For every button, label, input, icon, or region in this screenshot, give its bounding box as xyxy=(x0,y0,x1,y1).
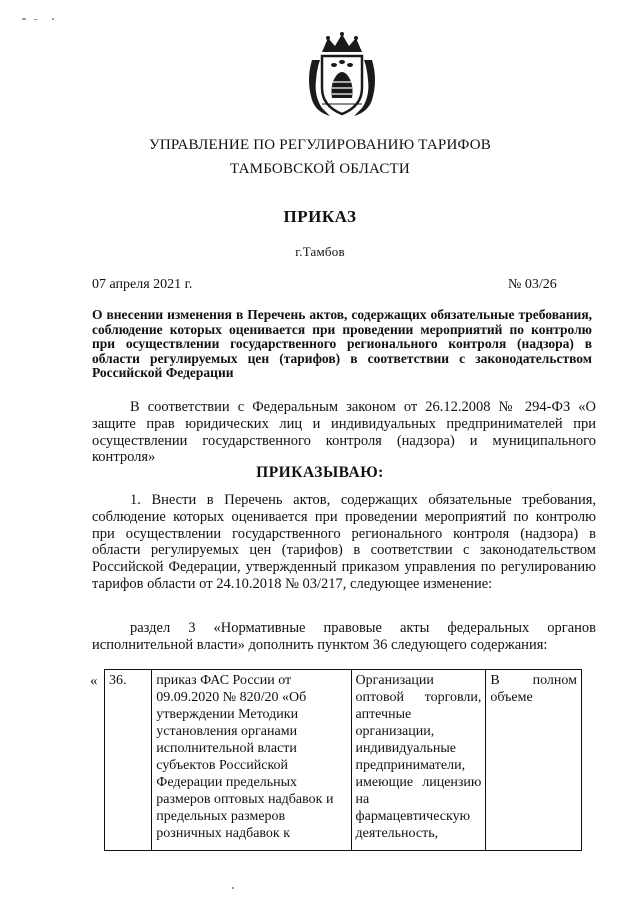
scan-speck xyxy=(52,18,54,20)
act-line: установления органами xyxy=(156,724,298,739)
act-line: розничных надбавок к xyxy=(156,826,291,841)
item1-section-paragraph: раздел 3 «Нормативные правовые акты федеральных органов исполнительной власти» дополнить пунктом 36 следующего содержания: xyxy=(92,620,596,653)
document-date: 07 апреля 2021 г. xyxy=(92,277,193,292)
organization-name-line1: УПРАВЛЕНИЕ ПО РЕГУЛИРОВАНИЮ ТАРИФОВ xyxy=(149,137,491,153)
act-line: субъектов Российской xyxy=(156,758,289,773)
organization-name-line2: ТАМБОВСКОЙ ОБЛАСТИ xyxy=(230,161,410,177)
order-heading: ПРИКАЗЫВАЮ: xyxy=(256,464,384,481)
tambov-coat-of-arms-emblem xyxy=(302,30,382,120)
document-number: № 03/26 xyxy=(508,277,557,292)
act-line: утверждении Методики xyxy=(156,707,299,722)
item1-paragraph: 1. Внести в Перечень актов, содержащих обязательные требования, соблюдение которых оценивается при проведении мероприятий по контролю при осуществлении государственного регионального контроля (надзора) в области регулируемых цен (тарифов) в соответствии с законодательством Российской Федерации, утвержденный приказом управления по регулированию тарифов области от 24.10.2018 № 03/217, следующее изменение: xyxy=(92,492,596,592)
scan-speck xyxy=(34,19,37,20)
document-city: г.Тамбов xyxy=(295,244,345,259)
document-subject: О внесении изменения в Перечень актов, содержащих обязательные требования, соблюдение которых оценивается при проведении мероприятий по контролю при осуществлении государственного регионального контроля (надзора) в области регулируемых цен (тарифов) в соответствии с законодательством Российской Федерации xyxy=(92,307,592,380)
act-line: предельных размеров xyxy=(156,809,286,824)
table-cell-organizations: Организации оптовой торговли, аптечные организации, индивидуальные предприниматели, имеющие лицензию на фармацевтическую деятельность, xyxy=(351,670,486,851)
scan-speck xyxy=(232,887,234,889)
act-line: исполнительной власти xyxy=(156,741,297,756)
preamble-paragraph: В соответствии с Федеральным законом от 26.12.2008 № 294-ФЗ «О защите прав юридических лиц и индивидуальных предпринимателей при осуществлении государственного контроля (надзора) и муниципального контроля» xyxy=(92,399,596,466)
amendment-table xyxy=(104,669,582,851)
act-line: Федерации предельных xyxy=(156,775,298,790)
act-line: 09.09.2020 № 820/20 «Об xyxy=(156,690,307,705)
table-cell-number: 36. xyxy=(105,670,152,851)
scan-speck xyxy=(22,18,26,20)
act-line: размеров оптовых надбавок и xyxy=(156,792,334,807)
table-cell-volume: В полном объеме xyxy=(486,670,582,851)
table-row xyxy=(105,670,582,851)
act-line: приказ ФАС России от xyxy=(156,673,292,688)
opening-quote-mark: « xyxy=(90,673,98,689)
document-type-title: ПРИКАЗ xyxy=(283,207,357,226)
table-cell-act xyxy=(152,670,351,851)
